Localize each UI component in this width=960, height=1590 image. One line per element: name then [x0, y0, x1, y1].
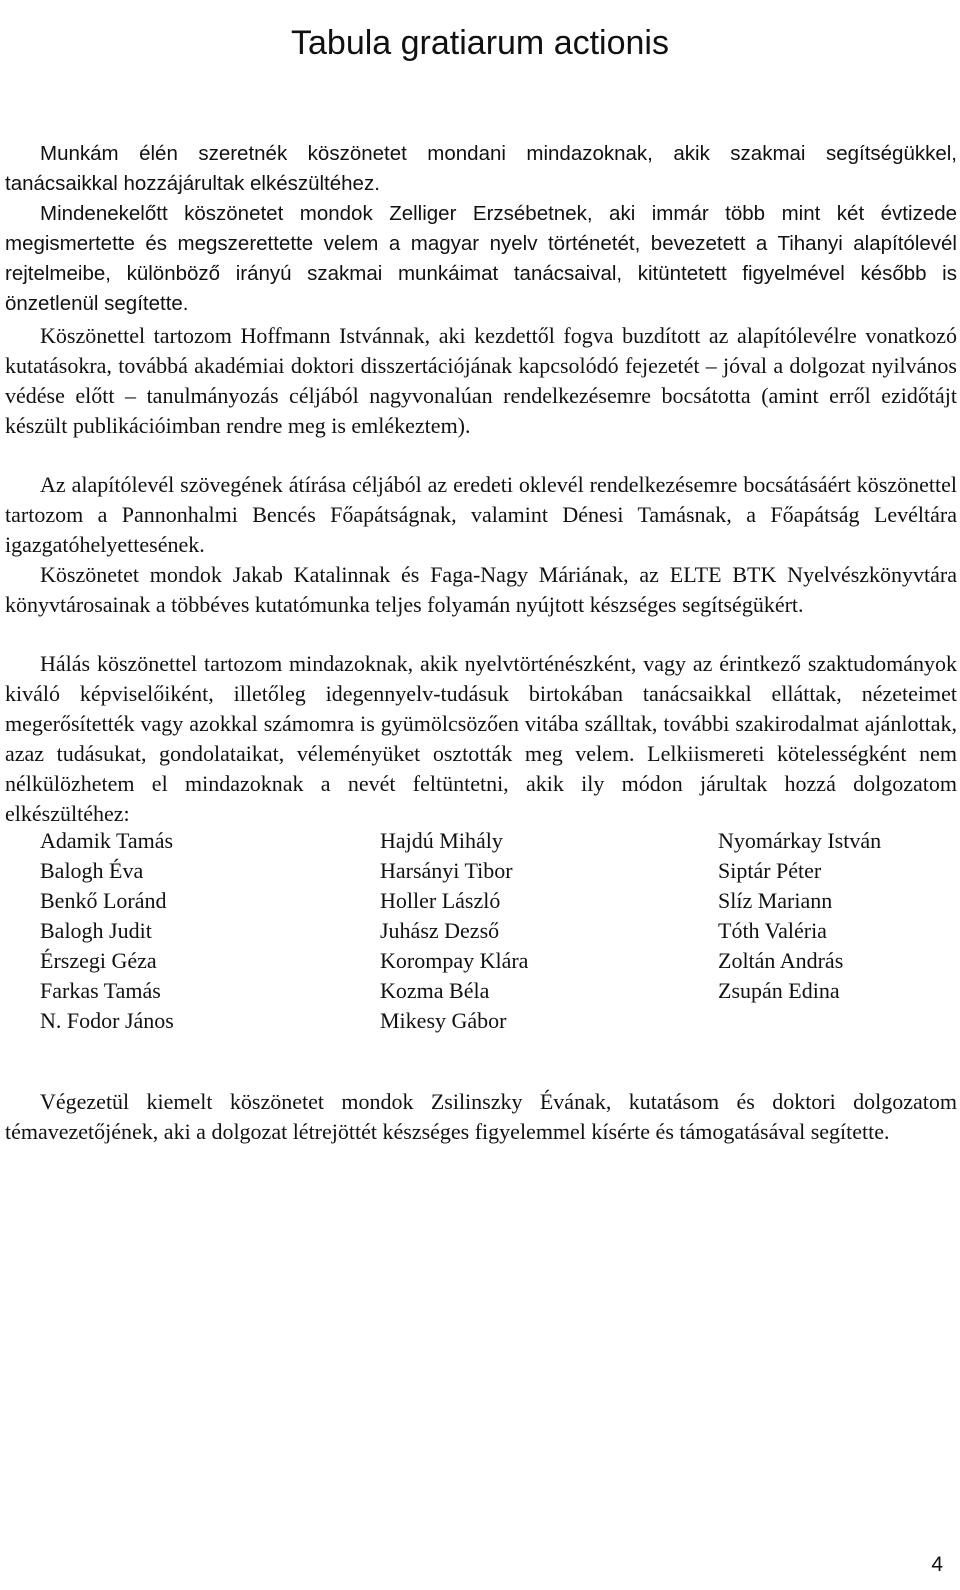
name-entry: Harsányi Tibor — [380, 858, 513, 883]
name-entry: Nyomárkay István — [718, 828, 882, 853]
name-entry: Zoltán András — [718, 948, 844, 973]
paragraph-intro: Munkám élén szeretnék köszönetet mondani mindazoknak, akik szakmai segítségükkel, tanácsaikkal hozzájárultak elkészültéhez. — [5, 141, 957, 195]
name-entry: Korompay Klára — [380, 948, 529, 973]
page-title: Tabula gratiarum actionis — [291, 23, 669, 62]
paragraph-hoffmann: Köszönettel tartozom Hoffmann Istvánnak, aki kezdettől fogva buzdított az alapítólevélre vonatkozó kutatásokra, továbbá akadémiai doktori disszertációjának kapcsolódó fejezetét – jóval a dolgozat nyilvános védése előtt – tanulmányozás céljából nagyvonalúan rendelkezésemre bocsátotta (amint erről ezidőtájt készült publikációimban rendre meg is emlékeztem). — [5, 323, 957, 438]
paragraph-supervisor: Végezetül kiemelt köszönetet mondok Zsilinszky Évának, kutatásom és doktori dolgozatom témavezetőjének, aki a dolgozat létrejöttét készséges figyelemmel kísérte és támogatásával segítette. — [5, 1089, 957, 1144]
names-column-2 — [380, 826, 528, 1036]
paragraph-colleagues: Hálás köszönettel tartozom mindazoknak, akik nyelvtörténészként, vagy az érintkező szaktudományok kiváló képviselőiként, illetőleg idegennyelv-tudásuk birtokában tanácsaikkal elláttak, nézeteimet megerősítették vagy azokkal számomra is gyümölcsözően vitába szálltak, további szakirodalmat ajánlottak, azaz tudásukat, gondolataikat, véleményüket osztották meg velem. Lelkiismereti kötelességként nem nélkülözhetem el mindazoknak a nevét feltüntetni, akik ily módon járultak hozzá dolgozatom elkészültéhez: — [5, 651, 957, 826]
page-number: 4 — [931, 1553, 943, 1576]
names-column-3 — [718, 826, 881, 1006]
name-entry: Benkő Loránd — [40, 888, 167, 913]
name-entry: Holler László — [380, 888, 501, 913]
name-entry: Érszegi Géza — [40, 948, 157, 973]
name-entry: N. Fodor János — [40, 1008, 174, 1033]
paragraph-librarians: Köszönetet mondok Jakab Katalinnak és Faga-Nagy Máriának, az ELTE BTK Nyelvészkönyvtára könyvtárosainak a többéves kutatómunka teljes folyamán nyújtott készséges segítségükért. — [5, 562, 957, 617]
name-entry: Farkas Tamás — [40, 978, 161, 1003]
names-column-1 — [40, 826, 174, 1036]
name-entry: Balogh Éva — [40, 858, 144, 883]
paragraph-pannonhalma: Az alapítólevél szövegének átírása céljából az eredeti oklevél rendelkezésemre bocsátásáért köszönettel tartozom a Pannonhalmi Bencés Főapátságnak, valamint Dénesi Tamásnak, a Főapátság Levéltára igazgatóhelyettesének. — [5, 472, 957, 557]
name-entry: Tóth Valéria — [718, 918, 827, 943]
name-entry: Mikesy Gábor — [380, 1008, 507, 1033]
name-entry: Zsupán Edina — [718, 978, 840, 1003]
name-entry: Siptár Péter — [718, 858, 822, 883]
name-entry: Slíz Mariann — [718, 888, 833, 913]
name-entry: Hajdú Mihály — [380, 828, 503, 853]
name-entry: Adamik Tamás — [40, 828, 174, 853]
name-entry: Kozma Béla — [380, 978, 490, 1003]
paragraph-zelliger: Mindenekelőtt köszönetet mondok Zelliger Erzsébetnek, aki immár több mint két évtizede megismertette és megszerettette velem a magyar nyelv történetét, bevezetett a Tihanyi alapítólevél rejtelmeibe, különböző irányú szakmai munkáimat tanácsaival, kitüntetett figyelmével később is önzetlenül segítette. — [5, 201, 957, 315]
name-entry: Juhász Dezső — [380, 918, 500, 943]
name-entry: Balogh Judit — [40, 918, 152, 943]
